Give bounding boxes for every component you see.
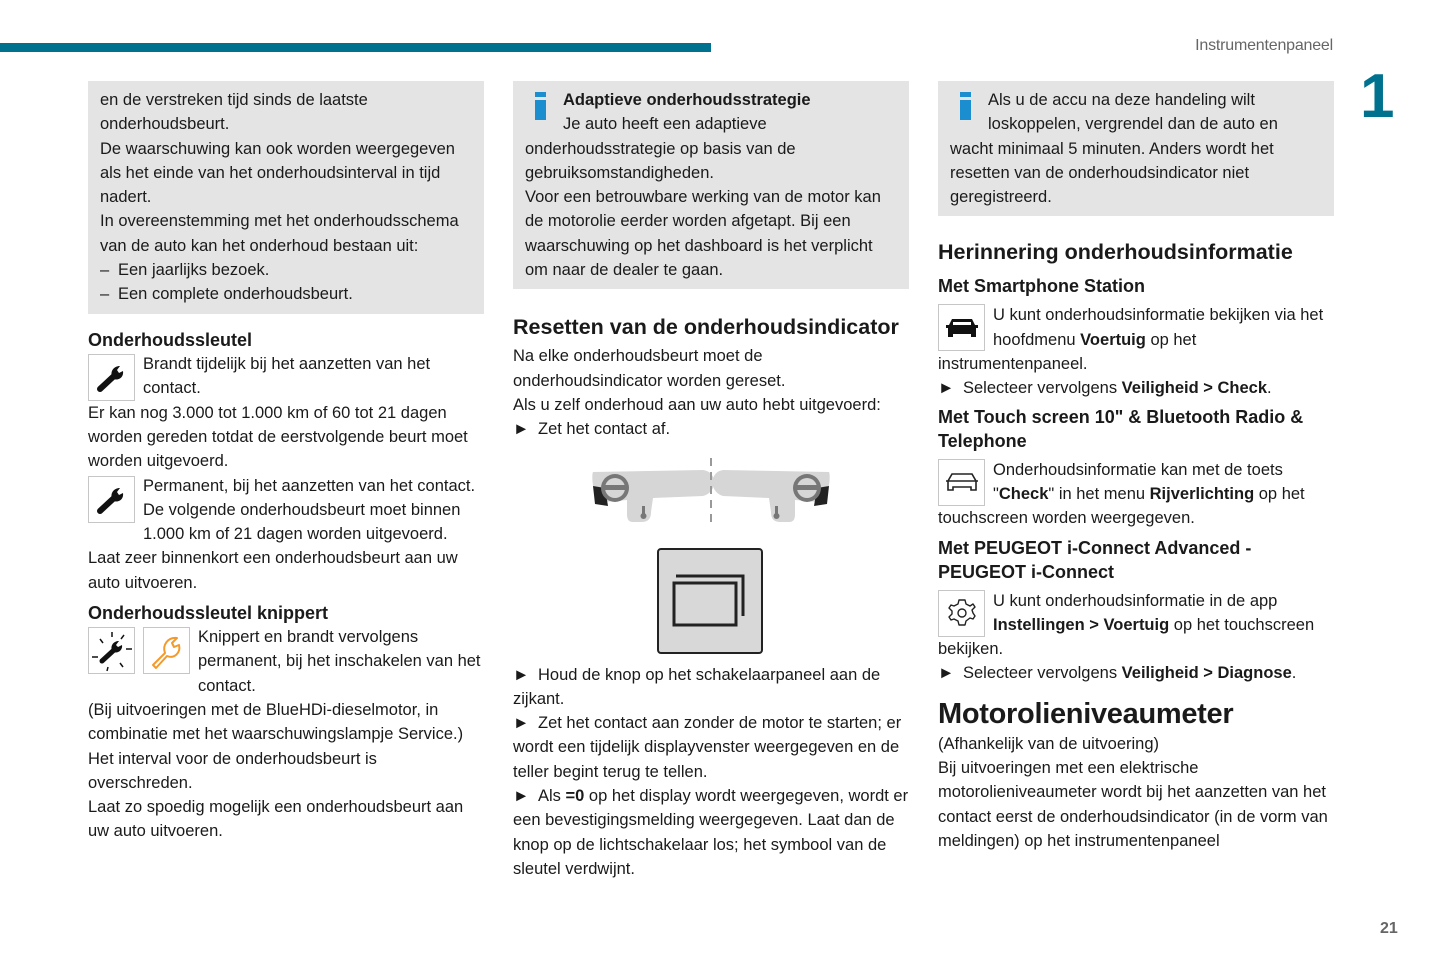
list-item-text: Een complete onderhoudsbeurt.	[118, 285, 353, 304]
dashboard-illustration	[513, 450, 909, 660]
arrow-bullet-icon: ►	[938, 379, 955, 398]
info-icon	[960, 92, 974, 120]
text: .	[1291, 664, 1297, 683]
step	[513, 417, 909, 441]
wrench-orange-icon	[143, 627, 190, 674]
paragraph: Laat zeer binnenkort een onderhoudsbeurt aan uw auto uitvoeren.	[88, 549, 458, 592]
info-box	[938, 81, 1334, 216]
arrow-bullet-icon: ►	[513, 714, 530, 733]
step-text: op het display wordt weergegeven, wordt er een bevestigingsmelding weergegeven. Laat dan de knop op de lichtschakelaar los; het symbool van de sleutel verdwijnt.	[513, 787, 909, 878]
paragraph	[938, 584, 1334, 662]
paragraph: Er kan nog 3.000 tot 1.000 km of 60 tot 21 dagen worden gereden totdat de eerstvolgende beurt moet worden uitgevoerd.	[88, 403, 468, 471]
car-outline-icon	[938, 459, 985, 506]
paragraph: en de verstreken tijd sinds de laatste onderhoudsbeurt.	[100, 91, 368, 134]
text: Selecteer vervolgens	[963, 379, 1122, 398]
text: .	[1267, 379, 1272, 398]
subsection-title: Met Touch screen 10" & Bluetooth Radio & Telephone	[938, 406, 1304, 451]
paragraph: Brandt tijdelijk bij het aanzetten van het contact.	[143, 354, 431, 397]
wrench-flashing-icon	[88, 627, 135, 674]
step-text: Zet het contact aan zonder de motor te starten; er wordt een tijdelijk displayvenster weergegeven en de teller begint terug te tellen.	[513, 714, 902, 781]
step-text: Zet het contact af.	[538, 420, 671, 439]
arrow-bullet-icon: ►	[513, 420, 530, 439]
chapter-number: 1	[1360, 62, 1395, 131]
settings-gear-icon	[938, 590, 985, 637]
text: Onderhoudsinformatie kan met de toets "	[993, 460, 1283, 503]
section-title: Herinnering onderhoudsinformatie	[938, 240, 1293, 265]
list-item	[100, 258, 472, 282]
chapter-section-title: Motorolieniveaumeter	[938, 697, 1234, 730]
paragraph: De waarschuwing kan ook worden weergegeven als het einde van het onderhoudsinterval in tijd nadert.	[100, 139, 455, 207]
step	[938, 376, 1334, 400]
text: " in het menu	[1048, 484, 1150, 503]
text: Selecteer vervolgens	[963, 664, 1122, 683]
paragraph: Bij uitvoeringen met een elektrische motorolieniveaumeter wordt bij het aanzetten van het contact eerst de onderhoudsindicator (in de vorm van meldingen) op het instrumentenpaneel	[938, 759, 1328, 850]
text: U kunt onderhoudsinformatie bekijken via het hoofdmenu	[993, 306, 1324, 349]
dash-glyph: –	[100, 261, 110, 280]
column-2	[513, 81, 909, 881]
paragraph: In overeenstemming met het onderhoudsschema van de auto kan het onderhoud bestaan uit:	[100, 212, 459, 255]
step-text: Houd de knop op het schakelaarpaneel aan de zijkant.	[513, 665, 881, 708]
info-box	[513, 81, 909, 289]
column-1	[88, 81, 484, 844]
text-bold: Instellingen > Voertuig	[993, 615, 1170, 634]
paragraph: Je auto heeft een adaptieve onderhoudsstrategie op basis van de gebruiksomstandigheden.	[525, 115, 796, 182]
paragraph: Het interval voor de onderhoudsbeurt is overschreden.	[88, 749, 377, 792]
text-bold: Veiligheid > Check	[1121, 379, 1268, 398]
section-title: Resetten van de onderhoudsindicator	[513, 315, 899, 340]
info-title: Adaptieve onderhoudsstrategie	[563, 91, 811, 109]
paragraph: (Afhankelijk van de uitvoering)	[938, 734, 1160, 753]
text: op het touchscreen worden weergegeven.	[938, 484, 1305, 528]
wrench-icon	[88, 476, 135, 523]
paragraph: Knippert en brandt vervolgens permanent, bij het inschakelen van het contact.	[198, 628, 481, 695]
text-bold: Check	[998, 484, 1049, 503]
step	[513, 784, 909, 881]
text: op het touchscreen bekijken.	[938, 615, 1315, 659]
wrench-icon	[88, 354, 135, 401]
subsection-title: Met Smartphone Station	[938, 276, 1146, 297]
paragraph: Als u zelf onderhoud aan uw auto hebt uitgevoerd:	[513, 395, 881, 414]
paragraph: Als u de accu na deze handeling wilt loskoppelen, vergrendel dan de auto en wacht minimaal 5 minuten. Anders wordt het resetten van de onderhoudsindicator niet geregistreerd.	[950, 91, 1278, 207]
list-item	[100, 282, 472, 306]
arrow-bullet-icon: ►	[513, 787, 530, 806]
step	[513, 711, 909, 784]
paragraph: Na elke onderhoudsbeurt moet de onderhoudsindicator worden gereset.	[513, 347, 786, 390]
paragraph: Permanent, bij het aanzetten van het contact. De volgende onderhoudsbeurt moet binnen 1.000 km of 21 dagen worden uitgevoerd.	[143, 476, 476, 544]
text-bold: Rijverlichting	[1149, 484, 1255, 503]
car-filled-icon	[938, 304, 985, 351]
dash-glyph: –	[100, 285, 110, 304]
subsection-title: Met PEUGEOT i-Connect Advanced - PEUGEOT i-Connect	[938, 537, 1252, 582]
steering-wheel-diagram-icon	[513, 450, 909, 660]
step	[938, 661, 1334, 685]
text-bold: Voertuig	[1080, 330, 1146, 349]
arrow-bullet-icon: ►	[513, 665, 530, 684]
paragraph	[938, 298, 1334, 376]
continuation-box	[88, 81, 484, 314]
step	[513, 663, 909, 712]
paragraph: (Bij uitvoeringen met de BlueHDi-dieselmotor, in combinatie met het waarschuwingslampje Service.)	[88, 700, 464, 744]
paragraph: Laat zo spoedig mogelijk een onderhoudsbeurt aan uw auto uitvoeren.	[88, 798, 464, 841]
info-icon	[535, 92, 549, 120]
section-title: Onderhoudssleutel	[88, 329, 253, 350]
paragraph	[938, 453, 1334, 531]
section-title: Onderhoudssleutel knippert	[88, 603, 329, 624]
paragraph: Voor een betrouwbare werking van de motor kan de motorolie eerder worden afgetapt. Bij een waarschuwing op het dashboard is het verplicht om naar de dealer te gaan.	[525, 188, 881, 280]
column-3	[938, 81, 1334, 853]
step-text-bold: =0	[565, 787, 585, 806]
step-text: Als	[538, 787, 566, 806]
list-item-text: Een jaarlijks bezoek.	[118, 261, 270, 280]
header-accent-bar	[0, 43, 711, 52]
arrow-bullet-icon: ►	[938, 664, 955, 683]
text: op het instrumentenpaneel.	[938, 330, 1197, 374]
text: U kunt onderhoudsinformatie in de app	[993, 591, 1278, 610]
running-head: Instrumentenpaneel	[1195, 37, 1333, 54]
text-bold: Veiligheid > Diagnose	[1121, 664, 1292, 683]
page-number: 21	[1380, 920, 1398, 937]
